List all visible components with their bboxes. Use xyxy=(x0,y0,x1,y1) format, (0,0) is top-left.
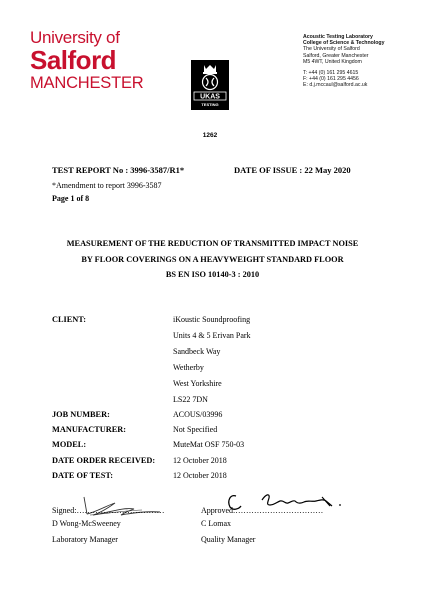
lab-name: Acoustic Testing Laboratory xyxy=(303,34,373,40)
manufacturer-label: MANUFACTURER: xyxy=(52,425,127,434)
ukas-accreditation-mark xyxy=(191,60,229,139)
logo-line-university: University of xyxy=(30,28,120,47)
client-line: Wetherby xyxy=(173,363,204,372)
lab-fax: F: +44 (0) 161 295 4456 xyxy=(303,76,359,83)
signer-role: Laboratory Manager xyxy=(52,535,118,544)
approver-name: C Lomax xyxy=(201,519,231,528)
ukas-logo xyxy=(191,60,229,110)
date-of-test-label: DATE OF TEST: xyxy=(52,471,114,480)
report-standard: BS EN ISO 10140-3 : 2010 xyxy=(165,270,260,279)
client-line: iKoustic Soundproofing xyxy=(173,315,251,324)
client-line: LS22 7DN xyxy=(173,395,208,404)
date-order-received-label: DATE ORDER RECEIVED: xyxy=(52,456,156,465)
lab-telephone: T: +44 (0) 161 295 4615 xyxy=(303,70,359,77)
lab-address-line: Salford, Greater Manchester xyxy=(303,52,369,59)
lab-address-line: M5 4WT, United Kingdom xyxy=(303,58,362,65)
manufacturer-value: Not Specified xyxy=(173,425,218,434)
amendment-note: *Amendment to report 3996-3587 xyxy=(52,181,162,190)
signer-name: D Wong-McSweeney xyxy=(52,519,121,528)
model-value: MuteMat OSF 750-03 xyxy=(173,440,245,449)
job-number-value: ACOUS/03996 xyxy=(173,410,223,419)
ukas-subtext: TESTING xyxy=(201,102,219,107)
date-order-received-value: 12 October 2018 xyxy=(173,456,227,465)
crown-icon xyxy=(191,60,229,110)
lab-address-line: The University of Salford xyxy=(303,46,360,53)
date-of-issue: DATE OF ISSUE : 22 May 2020 xyxy=(234,165,351,175)
logo-line-manchester: MANCHESTER xyxy=(30,74,144,92)
lab-address-block xyxy=(303,34,384,89)
logo-line-salford: Salford xyxy=(30,45,117,75)
lab-email: E: d.j.mccaul@salford.ac.uk xyxy=(303,82,368,89)
model-label: MODEL: xyxy=(52,440,87,449)
ukas-number: 1262 xyxy=(202,132,218,139)
report-title-line1: MEASUREMENT OF THE REDUCTION OF TRANSMITTED IMPACT NOISE xyxy=(66,239,359,248)
job-number-label: JOB NUMBER: xyxy=(52,410,110,419)
page-number: Page 1 of 8 xyxy=(52,194,90,203)
signed-label: Signed:…………………………… xyxy=(52,506,165,515)
client-line: Sandbeck Way xyxy=(173,347,221,356)
client-line: Units 4 & 5 Erivan Park xyxy=(173,331,251,340)
approver-role: Quality Manager xyxy=(201,535,256,544)
test-report-number: TEST REPORT No : 3996-3587/R1* xyxy=(52,165,185,175)
client-line: West Yorkshire xyxy=(173,379,222,388)
ukas-text: UKAS xyxy=(200,93,220,101)
report-title-line2: BY FLOOR COVERINGS ON A HEAVYWEIGHT STANDARD FLOOR xyxy=(81,255,344,264)
date-of-test-value: 12 October 2018 xyxy=(173,471,227,480)
lab-college: College of Science & Technology xyxy=(303,40,385,47)
client-label: CLIENT: xyxy=(52,315,86,324)
approved-label: Approved:…………………………… xyxy=(201,506,324,515)
